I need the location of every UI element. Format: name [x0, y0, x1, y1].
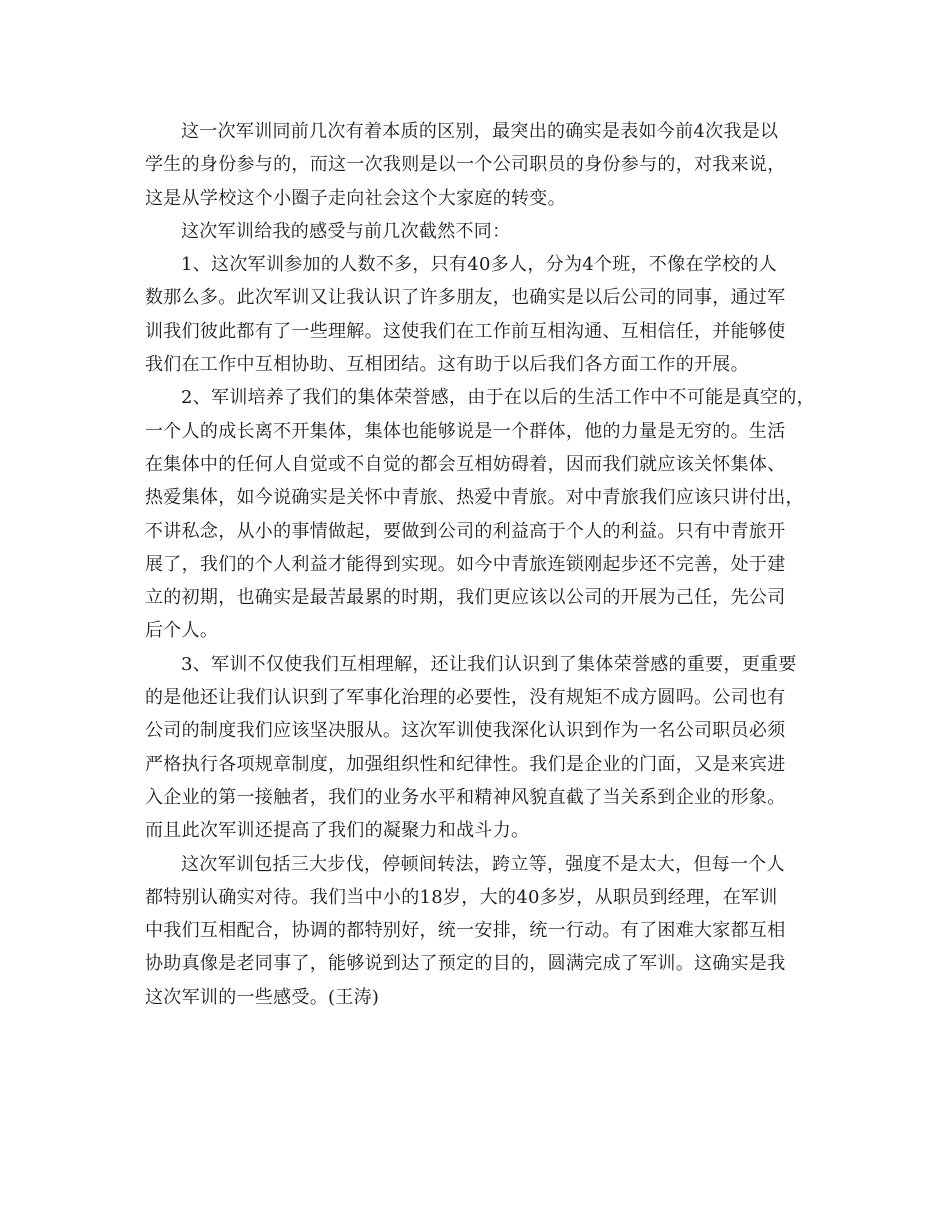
paragraph-line: 在集体中的任何人自觉或不自觉的都会互相妨碍着，因而我们就应该关怀集体、: [145, 453, 786, 475]
paragraph-line: 数那么多。此次军训又让我认识了许多朋友，也确实是以后公司的同事，通过军: [145, 287, 786, 309]
paragraph-line: 入企业的第一接触者，我们的业务水平和精神风貌直截了当关系到企业的形象。: [145, 786, 786, 808]
paragraph-line: 而且此次军训还提高了我们的凝聚力和战斗力。: [145, 820, 530, 842]
paragraph-line: 严格执行各项规章制度，加强组织性和纪律性。我们是企业的门面，又是来宾进: [145, 753, 786, 775]
paragraph-line: 一个人的成长离不开集体，集体也能够说是一个群体，他的力量是无穷的。生活: [145, 420, 786, 442]
paragraph-line: 学生的身份参与的，而这一次我则是以一个公司职员的身份参与的，对我来说，: [145, 154, 786, 176]
paragraph-line: 这次军训包括三大步伐，停顿间转法，跨立等，强度不是太大，但每一个人: [181, 853, 785, 875]
paragraph-line: 这次军训的一些感受。(王涛): [145, 986, 380, 1008]
paragraph-line: 后个人。: [145, 620, 219, 642]
paragraph-line: 公司的制度我们应该坚决服从。这次军训使我深化认识到作为一名公司职员必须: [145, 720, 786, 742]
paragraph-line: 中我们互相配合，协调的都特别好，统一安排，统一行动。有了困难大家都互相: [145, 920, 786, 942]
paragraph-line: 热爱集体，如今说确实是关怀中青旅、热爱中青旅。对中青旅我们应该只讲付出，: [145, 487, 804, 509]
paragraph-line: 2、军训培养了我们的集体荣誉感，由于在以后的生活工作中不可能是真空的，: [181, 387, 815, 409]
paragraph-line: 我们在工作中互相协助、互相团结。这有助于以后我们各方面工作的开展。: [145, 354, 749, 376]
paragraph-line: 3、军训不仅使我们互相理解，还让我们认识到了集体荣誉感的重要，更重要: [181, 653, 797, 675]
paragraph-line: 协助真像是老同事了，能够说到达了预定的目的，圆满完成了军训。这确实是我: [145, 953, 786, 975]
paragraph-line: 展了，我们的个人利益才能得到实现。如今中青旅连锁刚起步还不完善，处于建: [145, 553, 786, 575]
paragraph-line: 这次军训给我的感受与前几次截然不同：: [181, 220, 511, 242]
paragraph-line: 这一次军训同前几次有着本质的区别，最突出的确实是表如今前4次我是以: [181, 121, 779, 142]
paragraph-line: 这是从学校这个小圈子走向社会这个大家庭的转变。: [145, 187, 566, 209]
paragraph-line: 不讲私念，从小的事情做起，要做到公司的利益高于个人的利益。只有中青旅开: [145, 520, 786, 542]
paragraph-line: 都特别认确实对待。我们当中小的18岁，大的40多岁，从职员到经理，在军训: [145, 886, 778, 908]
paragraph-line: 1、这次军训参加的人数不多，只有40多人，分为4个班，不像在学校的人: [181, 254, 778, 276]
paragraph-line: 的是他还让我们认识到了军事化治理的必要性，没有规矩不成方圆吗。公司也有: [145, 687, 786, 709]
paragraph-line: 训我们彼此都有了一些理解。这使我们在工作前互相沟通、互相信任，并能够使: [145, 320, 786, 342]
document-body: [145, 115, 815, 1014]
paragraph-line: 立的初期，也确实是最苦最累的时期，我们更应该以公司的开展为己任，先公司: [145, 587, 786, 609]
